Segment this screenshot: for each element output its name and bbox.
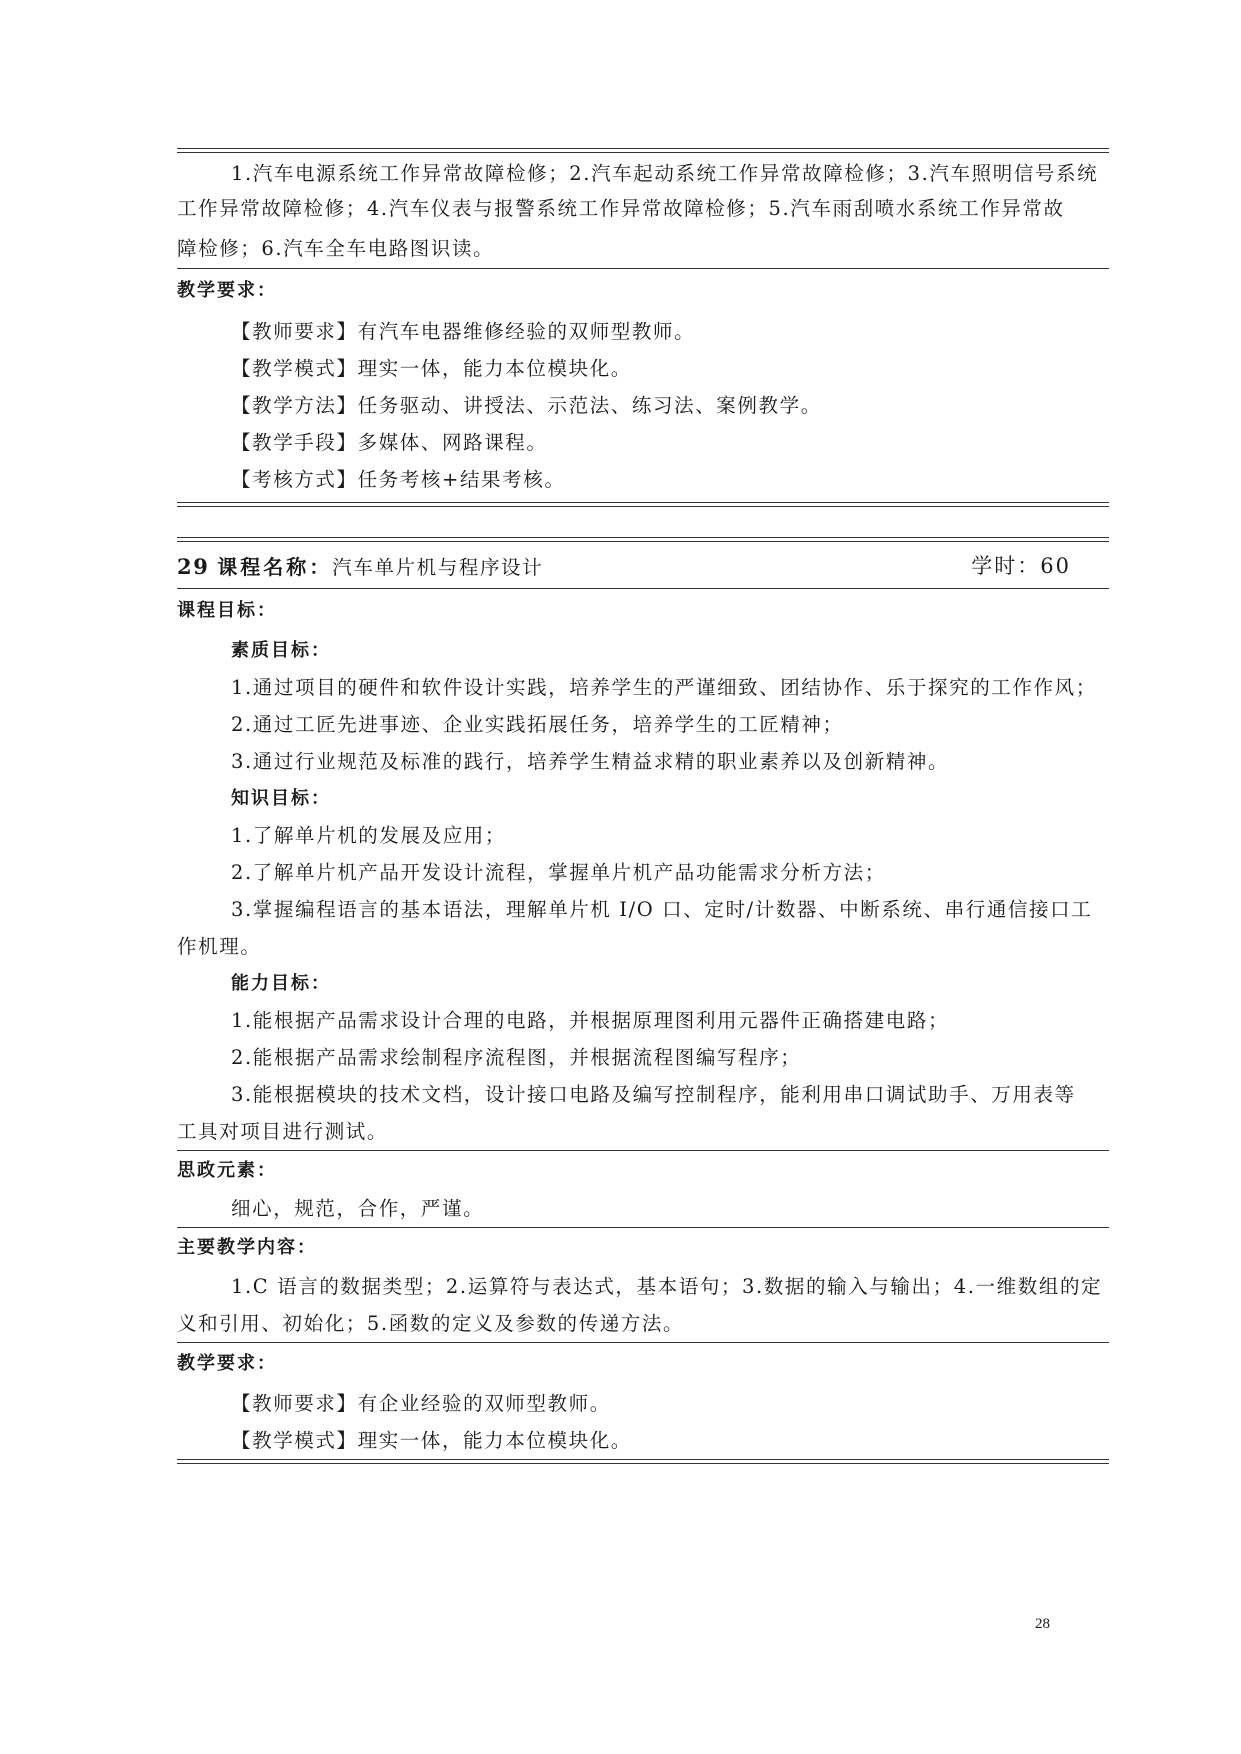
ability-goals-heading: 能力目标： (231, 973, 331, 994)
goal-item: 1.了解单片机的发展及应用； (231, 824, 507, 847)
course-name: 汽车单片机与程序设计 (332, 555, 544, 579)
course-end-rule (177, 1459, 1109, 1464)
goal-item: 工具对项目进行测试。 (177, 1120, 389, 1143)
ideology-heading: 思政元素： (177, 1160, 277, 1181)
goal-item: 3.能根据模块的技术文档，设计接口电路及编写控制程序，能利用串口调试助手、万用表等 (231, 1083, 1076, 1106)
quality-goals-list (177, 669, 1109, 780)
requirement-item: 【教学手段】多媒体、网路课程。 (231, 431, 548, 454)
goal-item: 1.通过项目的硬件和软件设计实践，培养学生的严谨细致、团结协作、乐于探究的工作作风； (231, 676, 1097, 699)
course-number: 29 (177, 553, 210, 579)
course-hours: 学时：60 (971, 554, 1071, 578)
goal-item: 3.掌握编程语言的基本语法，理解单片机 I/O 口、定时/计数器、中断系统、串行通信接口工 (231, 898, 1093, 921)
quality-goals-heading: 素质目标： (231, 640, 331, 661)
course-requirements-heading: 教学要求： (177, 1353, 277, 1374)
course-title (177, 551, 543, 580)
main-content-heading: 主要教学内容： (177, 1237, 317, 1258)
course-goals-heading: 课程目标： (177, 600, 277, 621)
prev-requirements-heading: 教学要求： (177, 280, 277, 301)
page-number: 28 (1035, 1616, 1050, 1632)
knowledge-goals-heading: 知识目标： (231, 788, 331, 809)
course-requirements-list (177, 1385, 1109, 1459)
prev-teaching-content (177, 160, 1109, 268)
prev-content-line: 障检修；6.汽车全车电路图识读。 (177, 237, 495, 260)
goal-item: 作机理。 (177, 935, 262, 958)
prev-content-line: 1.汽车电源系统工作异常故障检修；2.汽车起动系统工作异常故障检修；3.汽车照明信号系统 (231, 162, 1099, 185)
requirement-item: 【教师要求】有汽车电器维修经验的双师型教师。 (231, 320, 696, 343)
requirement-item: 【考核方式】任务考核+结果考核。 (231, 468, 566, 491)
requirement-item: 【教师要求】有企业经验的双师型教师。 (231, 1392, 611, 1415)
main-content-text (177, 1268, 1109, 1342)
goal-item: 3.通过行业规范及标准的践行，培养学生精益求精的职业素养以及创新精神。 (231, 750, 950, 773)
ideology-text: 细心，规范，合作，严谨。 (231, 1197, 485, 1220)
page-content (177, 148, 1109, 1464)
course-name-label: 课程名称： (217, 554, 333, 579)
ability-goals-list (177, 1002, 1109, 1150)
course-header (177, 542, 1109, 588)
goal-item: 1.能根据产品需求设计合理的电路，并根据原理图利用元器件正确搭建电路； (231, 1009, 950, 1032)
content-line: 义和引用、初始化；5.函数的定义及参数的传递方法。 (177, 1312, 685, 1335)
requirement-item: 【教学模式】理实一体，能力本位模块化。 (231, 357, 632, 380)
prev-content-line: 工作异常故障检修；4.汽车仪表与报警系统工作异常故障检修；5.汽车雨刮喷水系统工作异常故 (177, 197, 1065, 220)
goal-item: 2.通过工匠先进事迹、企业实践拓展任务，培养学生的工匠精神； (231, 713, 844, 736)
goal-item: 2.能根据产品需求绘制程序流程图，并根据流程图编写程序； (231, 1046, 802, 1069)
knowledge-goals-list (177, 817, 1109, 965)
goal-item: 2.了解单片机产品开发设计流程，掌握单片机产品功能需求分析方法； (231, 861, 886, 884)
content-line: 1.C 语言的数据类型；2.运算符与表达式，基本语句；3.数据的输入与输出；4.一维数组的定 (231, 1275, 1103, 1298)
requirement-item: 【教学模式】理实一体，能力本位模块化。 (231, 1429, 632, 1452)
requirement-item: 【教学方法】任务驱动、讲授法、示范法、练习法、案例教学。 (231, 394, 822, 417)
prev-requirements-list (177, 313, 1109, 498)
